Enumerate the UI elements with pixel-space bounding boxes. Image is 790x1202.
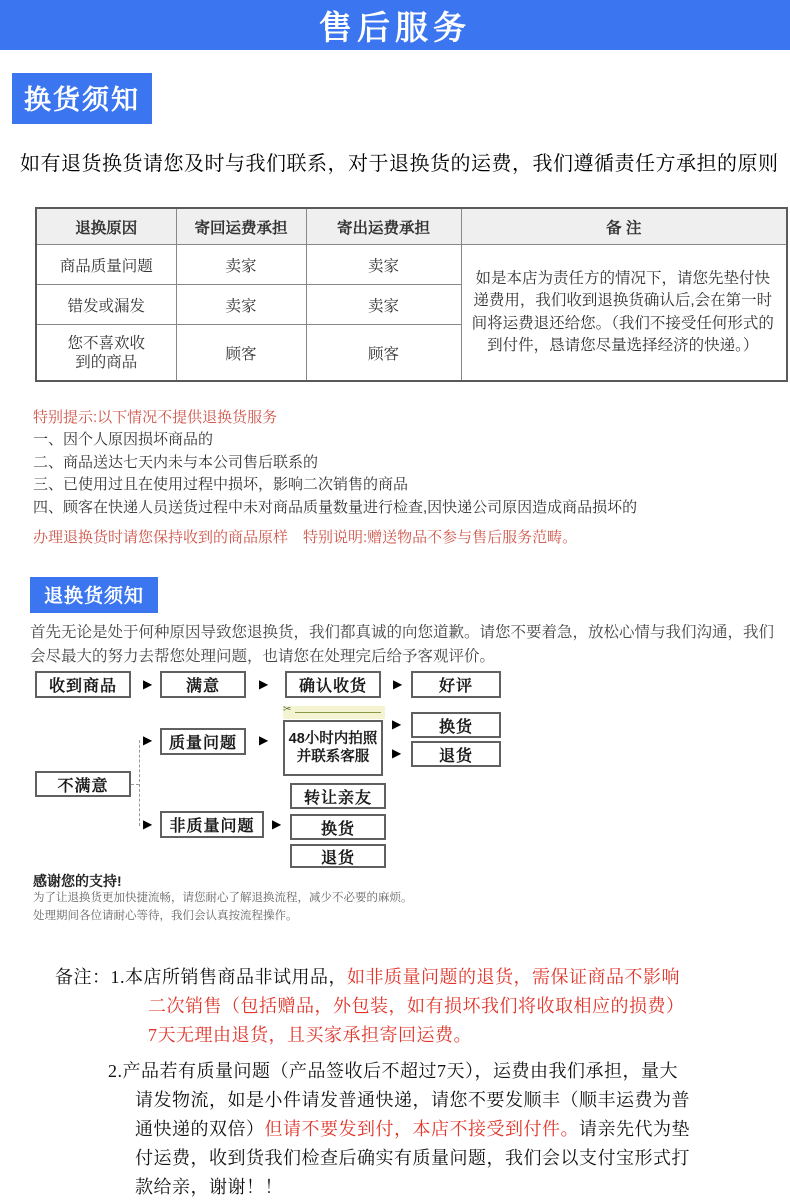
cell-send: 卖家	[306, 245, 461, 285]
cell-reason: 您不喜欢收到的商品	[36, 325, 176, 382]
remark-segment: 但请不要发到付，本店不接受到付件。	[264, 1119, 579, 1139]
cell-back: 顾客	[176, 325, 306, 382]
remark-line	[55, 1144, 790, 1173]
cell-send: 卖家	[306, 285, 461, 325]
flow-box-unsatisfied: 不满意	[35, 771, 131, 797]
flow-box-transfer-friends: 转让亲友	[290, 783, 386, 809]
header-back-freight: 寄回运费承担	[176, 208, 306, 245]
flow-box-photo-48h: 48小时内拍照 并联系客服	[283, 720, 383, 776]
table-header-row	[36, 208, 787, 245]
header-note: 备 注	[461, 208, 787, 245]
arrow-right-icon: ▶	[259, 677, 269, 691]
rule-item: 二、商品送达七天内未与本公司售后联系的	[33, 453, 319, 471]
remark-segment: 款给亲，谢谢！！	[135, 1177, 283, 1197]
thanks-title: 感谢您的支持!	[33, 873, 122, 889]
dashed-connector	[139, 740, 140, 826]
no-service-rules	[33, 429, 790, 519]
scissors-icon: ✂	[283, 704, 292, 715]
dashed-connector	[131, 784, 139, 785]
remark-segment: 备注：1.本店所销售商品非试用品，	[55, 967, 347, 987]
arrow-right-icon: ▶	[259, 733, 269, 747]
flow-box-quality-issue: 质量问题	[160, 728, 246, 755]
remark-segment: 2.产品若有质量问题（产品签收后不超过7天），运费由我们承担，量大	[108, 1061, 678, 1081]
return-flowchart	[0, 668, 790, 868]
arrow-right-icon: ▶	[272, 817, 282, 831]
highlight-artifact	[283, 706, 385, 719]
remark-line	[55, 1021, 790, 1050]
flow-box-confirm-receipt: 确认收货	[285, 671, 381, 698]
flow-box-satisfied: 满意	[160, 671, 246, 698]
remark-line	[55, 1115, 790, 1144]
flow-box-exchange-2: 换货	[290, 814, 386, 840]
flow-box-refund-2: 退货	[290, 844, 386, 868]
flow-box-non-quality-issue: 非质量问题	[160, 811, 264, 838]
remark-line	[55, 1086, 790, 1115]
flow-box-good-review: 好评	[411, 671, 501, 698]
arrow-right-icon: ▶	[143, 817, 153, 831]
cell-reason: 商品质量问题	[36, 245, 176, 285]
apology-paragraph: 首先无论是处于何种原因导致您退换货，我们都真诚的向您道歉。请您不要着急，放松心情与我们沟通，我们会尽最大的努力去帮您处理问题，也请您在处理完后给予客观评价。	[30, 624, 775, 665]
arrow-right-icon: ▶	[143, 677, 153, 691]
remark-segment: 请亲先代为垫	[579, 1119, 690, 1139]
remark-line	[55, 963, 790, 992]
remark-line	[55, 1173, 790, 1202]
remark-segment: 通快递的双倍）	[135, 1119, 265, 1139]
cell-back: 卖家	[176, 285, 306, 325]
remark-line	[55, 1057, 790, 1086]
arrow-right-icon: ▶	[392, 717, 402, 731]
freight-table	[35, 207, 788, 382]
cell-back: 卖家	[176, 245, 306, 285]
keep-original-note: 办理退换货时请您保持收到的商品原样 特别说明:赠送物品不参与售后服务范畴。	[33, 529, 578, 546]
highlight-line	[295, 712, 381, 713]
arrow-right-icon: ▶	[143, 733, 153, 747]
remark-segment: 请发物流，如是小件请发普通快递，请您不要发顺丰（顺丰运费为普	[135, 1090, 690, 1110]
return-notice-badge: 退换货须知	[30, 577, 158, 613]
thanks-block	[33, 871, 790, 925]
flow-box-refund: 退货	[411, 741, 501, 767]
table-row	[36, 245, 787, 285]
header-reason: 退换原因	[36, 208, 176, 245]
rule-item: 一、因个人原因损坏商品的	[33, 431, 214, 448]
special-hint-title: 特别提示:以下情况不提供退换货服务	[33, 409, 278, 426]
freight-principle-text: 如有退货换货请您及时与我们联系，对于退换货的运费，我们遵循责任方承担的原则	[20, 153, 779, 175]
exchange-notice-badge: 换货须知	[12, 73, 152, 124]
thanks-line: 处理期间各位请耐心等待，我们会认真按流程操作。	[33, 910, 298, 922]
arrow-right-icon: ▶	[392, 746, 402, 760]
page-title: 售后服务	[319, 8, 471, 46]
remarks-block	[55, 963, 790, 1202]
remark-segment: 7天无理由退货，且买家承担寄回运费。	[148, 1025, 472, 1045]
remark-segment: 付运费，收到货我们检查后确实有质量问题，我们会以支付宝形式打	[135, 1148, 690, 1168]
rule-item: 四、顾客在快递人员送货过程中未对商品质量数量进行检查,因快递公司原因造成商品损坏的	[33, 498, 638, 516]
flow-box-received: 收到商品	[35, 671, 131, 698]
thanks-line: 为了让退换货更加快捷流畅，请您耐心了解退换流程，减少不必要的麻烦。	[33, 892, 413, 904]
cell-reason: 错发或漏发	[36, 285, 176, 325]
flow-box-exchange: 换货	[411, 712, 501, 738]
remark-segment: 二次销售（包括赠品，外包装，如有损坏我们将收取相应的损费）	[148, 996, 685, 1016]
remark-line	[55, 992, 790, 1021]
page-banner	[0, 0, 790, 50]
rule-item: 三、已使用过且在使用过程中损坏，影响二次销售的商品	[33, 476, 409, 493]
arrow-right-icon: ▶	[393, 677, 403, 691]
cell-note: 如是本店为责任方的情况下，请您先垫付快递费用，我们收到退换货确认后,会在第一时间将运费退还给您。（我们不接受任何形式的到付件，恳请您尽量选择经济的快递。）	[461, 245, 787, 382]
header-send-freight: 寄出运费承担	[306, 208, 461, 245]
remark-segment: 如非质量问题的退货，需保证商品不影响	[347, 967, 680, 987]
cell-send: 顾客	[306, 325, 461, 382]
